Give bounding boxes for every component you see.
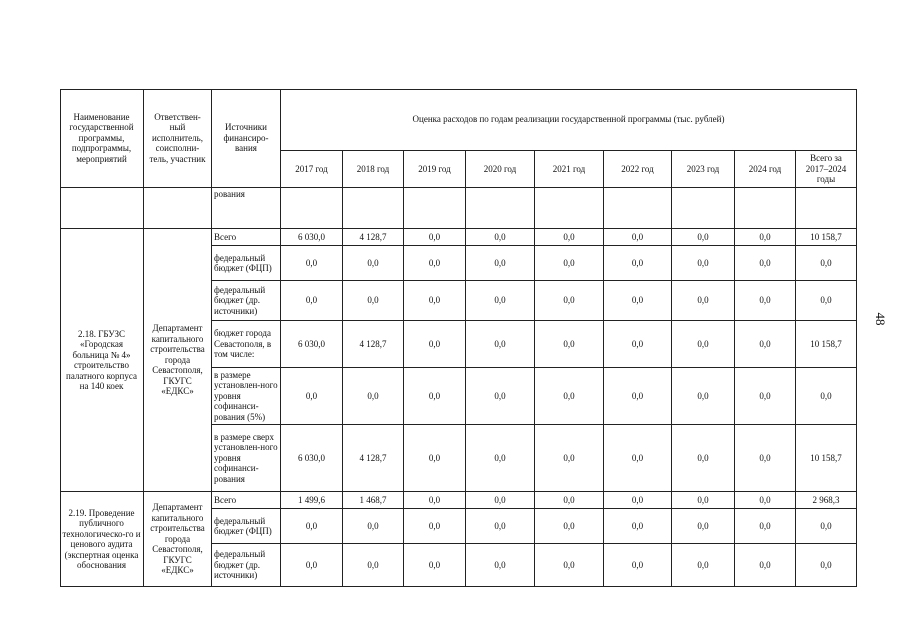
- value-cell-2024: 0,0: [735, 368, 796, 425]
- value-cell-2018: 0,0: [343, 246, 404, 281]
- value-cell-2022: 0,0: [604, 229, 672, 246]
- continuation-source: рования: [212, 188, 281, 229]
- continuation-value-cell: [672, 188, 735, 229]
- year-header-total: Всего за 2017–2024 годы: [796, 151, 857, 188]
- value-cell-2020: 0,0: [466, 368, 535, 425]
- value-cell-2021: 0,0: [535, 368, 604, 425]
- value-cell-2020: 0,0: [466, 281, 535, 321]
- value-cell-2018: 4 128,7: [343, 229, 404, 246]
- source-cell: федеральный бюджет (ФЦП): [212, 246, 281, 281]
- value-cell-2024: 0,0: [735, 492, 796, 509]
- value-cell-2024: 0,0: [735, 321, 796, 368]
- value-cell-2019: 0,0: [404, 509, 466, 544]
- source-cell: Всего: [212, 492, 281, 509]
- value-cell-total: 0,0: [796, 281, 857, 321]
- measure-218-name: 2.18. ГБУЗС «Городская больница № 4» строительство палатного корпуса на 140 коек: [60, 229, 144, 492]
- continuation-name-cell: [60, 188, 144, 229]
- value-cell-2017: 6 030,0: [281, 425, 343, 492]
- source-cell: в размере сверх установлен-ного уровня софинанси-рования: [212, 425, 281, 492]
- value-cell-total: 10 158,7: [796, 425, 857, 492]
- value-cell-2024: 0,0: [735, 509, 796, 544]
- value-cell-2022: 0,0: [604, 509, 672, 544]
- year-header-2019: 2019 год: [404, 151, 466, 188]
- value-cell-2024: 0,0: [735, 425, 796, 492]
- value-cell-2021: 0,0: [535, 281, 604, 321]
- year-header-2024: 2024 год: [735, 151, 796, 188]
- value-cell-2019: 0,0: [404, 246, 466, 281]
- year-header-2020: 2020 год: [466, 151, 535, 188]
- value-cell-total: 0,0: [796, 544, 857, 587]
- value-cell-2019: 0,0: [404, 229, 466, 246]
- value-cell-2024: 0,0: [735, 246, 796, 281]
- value-cell-2024: 0,0: [735, 281, 796, 321]
- value-cell-2018: 0,0: [343, 368, 404, 425]
- header-name: Наименование государственной программы, подпрограммы, мероприятий: [60, 89, 144, 188]
- value-cell-2021: 0,0: [535, 321, 604, 368]
- value-cell-2020: 0,0: [466, 492, 535, 509]
- value-cell-2021: 0,0: [535, 229, 604, 246]
- value-cell-2022: 0,0: [604, 544, 672, 587]
- value-cell-2018: 0,0: [343, 544, 404, 587]
- value-cell-2019: 0,0: [404, 321, 466, 368]
- value-cell-2018: 0,0: [343, 281, 404, 321]
- source-cell: бюджет города Севастополя, в том числе:: [212, 321, 281, 368]
- value-cell-2017: 0,0: [281, 246, 343, 281]
- page-number: 48: [873, 312, 888, 326]
- value-cell-2022: 0,0: [604, 425, 672, 492]
- value-cell-2023: 0,0: [672, 509, 735, 544]
- continuation-responsible-cell: [144, 188, 212, 229]
- year-header-2022: 2022 год: [604, 151, 672, 188]
- continuation-value-cell: [796, 188, 857, 229]
- value-cell-2022: 0,0: [604, 321, 672, 368]
- value-cell-total: 10 158,7: [796, 321, 857, 368]
- value-cell-2020: 0,0: [466, 544, 535, 587]
- value-cell-2021: 0,0: [535, 544, 604, 587]
- value-cell-2017: 0,0: [281, 281, 343, 321]
- value-cell-2023: 0,0: [672, 368, 735, 425]
- value-cell-2018: 0,0: [343, 509, 404, 544]
- value-cell-2019: 0,0: [404, 281, 466, 321]
- value-cell-2022: 0,0: [604, 492, 672, 509]
- continuation-value-cell: [281, 188, 343, 229]
- value-cell-2023: 0,0: [672, 246, 735, 281]
- header-estimate: Оценка расходов по годам реализации государственной программы (тыс. рублей): [281, 89, 857, 151]
- source-cell: федеральный бюджет (др. источники): [212, 544, 281, 587]
- value-cell-2023: 0,0: [672, 425, 735, 492]
- value-cell-2023: 0,0: [672, 492, 735, 509]
- continuation-value-cell: [343, 188, 404, 229]
- value-cell-2019: 0,0: [404, 492, 466, 509]
- source-cell: в размере установлен-ного уровня софинанси-рования (5%): [212, 368, 281, 425]
- source-cell: федеральный бюджет (др. источники): [212, 281, 281, 321]
- continuation-value-cell: [604, 188, 672, 229]
- measure-219-name: 2.19. Проведение публичного технологическо-го и ценового аудита (экспертная оценка обоснования: [60, 492, 144, 587]
- header-responsible: Ответствен- ный исполнитель, соисполни- тель, участник: [144, 89, 212, 188]
- value-cell-2020: 0,0: [466, 229, 535, 246]
- value-cell-total: 2 968,3: [796, 492, 857, 509]
- year-header-2018: 2018 год: [343, 151, 404, 188]
- continuation-value-cell: [404, 188, 466, 229]
- value-cell-2022: 0,0: [604, 368, 672, 425]
- value-cell-2021: 0,0: [535, 425, 604, 492]
- value-cell-2021: 0,0: [535, 246, 604, 281]
- continuation-value-cell: [735, 188, 796, 229]
- value-cell-2023: 0,0: [672, 544, 735, 587]
- value-cell-total: 10 158,7: [796, 229, 857, 246]
- value-cell-2017: 6 030,0: [281, 229, 343, 246]
- value-cell-2023: 0,0: [672, 321, 735, 368]
- value-cell-2023: 0,0: [672, 281, 735, 321]
- value-cell-2017: 0,0: [281, 509, 343, 544]
- value-cell-2024: 0,0: [735, 229, 796, 246]
- value-cell-2022: 0,0: [604, 281, 672, 321]
- year-header-2017: 2017 год: [281, 151, 343, 188]
- value-cell-2017: 1 499,6: [281, 492, 343, 509]
- value-cell-2021: 0,0: [535, 492, 604, 509]
- value-cell-2018: 1 468,7: [343, 492, 404, 509]
- value-cell-2020: 0,0: [466, 425, 535, 492]
- value-cell-2020: 0,0: [466, 509, 535, 544]
- value-cell-2024: 0,0: [735, 544, 796, 587]
- measure-219-responsible: Департамент капитального строительства города Севастополя, ГКУГС «ЕДКС»: [144, 492, 212, 587]
- value-cell-2019: 0,0: [404, 544, 466, 587]
- value-cell-2017: 0,0: [281, 368, 343, 425]
- value-cell-2021: 0,0: [535, 509, 604, 544]
- year-header-2021: 2021 год: [535, 151, 604, 188]
- value-cell-2020: 0,0: [466, 246, 535, 281]
- year-header-2023: 2023 год: [672, 151, 735, 188]
- measure-218-responsible: Департамент капитального строительства города Севастополя, ГКУГС «ЕДКС»: [144, 229, 212, 492]
- value-cell-2020: 0,0: [466, 321, 535, 368]
- value-cell-total: 0,0: [796, 509, 857, 544]
- value-cell-2019: 0,0: [404, 425, 466, 492]
- value-cell-2017: 0,0: [281, 544, 343, 587]
- source-cell: федеральный бюджет (ФЦП): [212, 509, 281, 544]
- header-sources: Источники финансиро- вания: [212, 89, 281, 188]
- value-cell-2018: 4 128,7: [343, 425, 404, 492]
- value-cell-2017: 6 030,0: [281, 321, 343, 368]
- continuation-value-cell: [466, 188, 535, 229]
- value-cell-2022: 0,0: [604, 246, 672, 281]
- continuation-value-cell: [535, 188, 604, 229]
- value-cell-total: 0,0: [796, 368, 857, 425]
- value-cell-2023: 0,0: [672, 229, 735, 246]
- value-cell-2019: 0,0: [404, 368, 466, 425]
- value-cell-total: 0,0: [796, 246, 857, 281]
- value-cell-2018: 4 128,7: [343, 321, 404, 368]
- source-cell: Всего: [212, 229, 281, 246]
